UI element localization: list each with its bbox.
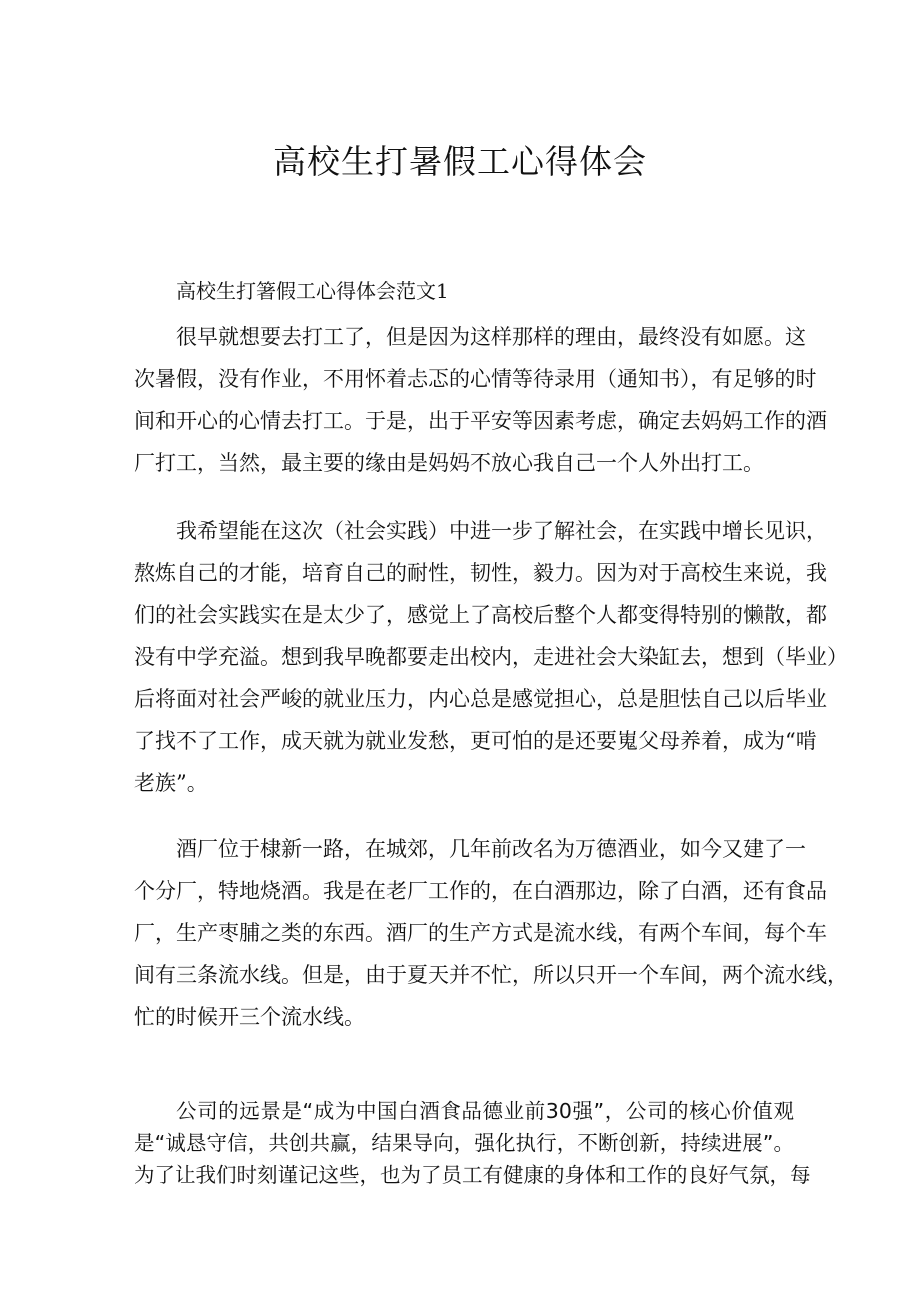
paragraph-line: 老族”。 — [134, 771, 208, 795]
paragraph-line: 酒厂位于棣新一路，在城郊，几年前改名为万德酒业，如今又建了一 — [176, 837, 806, 861]
paragraph-line: 们的社会实践实在是太少了，感觉上了高校后整个人都变得特别的懒散，都 — [134, 603, 827, 627]
paragraph-1 — [134, 316, 827, 484]
paragraph-line: 我希望能在这次（社会实践）中进一步了解社会，在实践中增长见识， — [176, 519, 827, 543]
paragraph-line: 厂，生产枣脯之类的东西。酒厂的生产方式是流水线，有两个车间，每个车 — [134, 921, 827, 945]
paragraph-line: 间和开心的心情去打工。于是，出于平安等因素考虑，确定去妈妈工作的酒 — [134, 409, 827, 433]
paragraph-line: 很早就想要去打工了，但是因为这样那样的理由，最终没有如愿。这 — [176, 325, 806, 349]
paragraph-line: 间有三条流水线。但是，由于夏天并不忙，所以只开一个车间，两个流水线， — [134, 963, 848, 987]
page-title: 高校生打暑假工心得体会 — [273, 142, 647, 181]
paragraph-line: 个分厂，特地烧酒。我是在老厂工作的，在白酒那边，除了白酒，还有食品 — [134, 879, 827, 903]
paragraph-line: 忙的时候开三个流水线。 — [134, 1005, 365, 1029]
paragraph-line: 次暑假，没有作业，不用怀着忐忑的心情等待录用（通知书），有足够的时 — [134, 367, 817, 391]
paragraph-2 — [134, 510, 848, 804]
paragraph-line: 了找不了工作，成天就为就业发愁，更可怕的是还要嵬父母养着，成为“啃 — [134, 729, 817, 753]
paragraph-line: 没有中学充溢。想到我早晚都要走出校内，走进社会大染缸去，想到（毕业） — [134, 645, 848, 669]
paragraph-4 — [134, 1095, 811, 1191]
paragraph-line: 后将面对社会严峻的就业压力，内心总是感觉担心，总是胆怯自己以后毕业 — [134, 687, 827, 711]
paragraph-line: 厂打工，当然，最主要的缘由是妈妈不放心我自己一个人外出打工。 — [134, 451, 764, 475]
section-subtitle: 高校生打箸假工心得体会范文1 — [176, 279, 449, 303]
paragraph-line: 是“诚恳守信，共创共赢，结果导向，强化执行，不断创新，持续进展”。 — [134, 1131, 794, 1155]
paragraph-line: 为了让我们时刻谨记这些，也为了员工有健康的身体和工作的良好气氛，每 — [134, 1163, 811, 1187]
paragraph-line: 公司的远景是“成为中国白酒食品德业前30强”，公司的核心价值观 — [176, 1099, 794, 1123]
paragraph-line: 熬炼自己的才能，培育自己的耐性，韧性，毅力。因为对于高校生来说，我 — [134, 561, 827, 585]
paragraph-3 — [134, 828, 848, 1038]
